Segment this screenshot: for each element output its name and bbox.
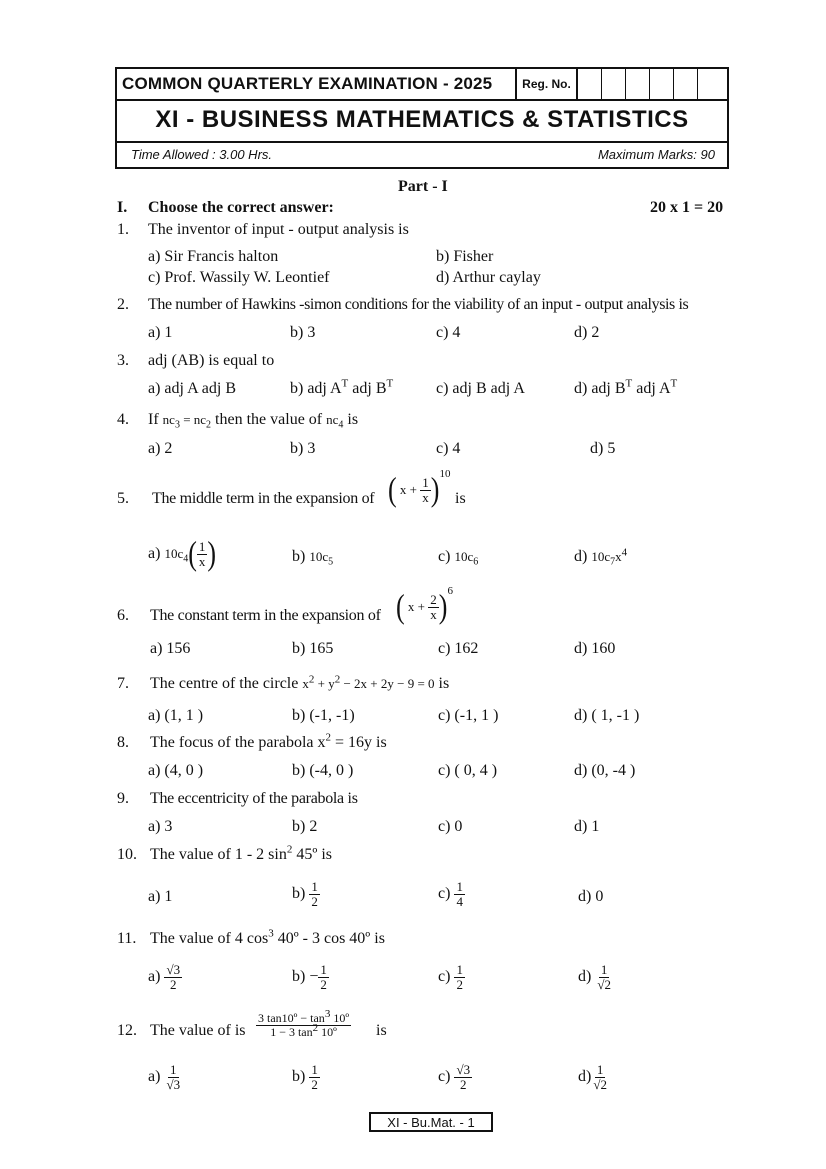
reg-no-label: Reg. No. (515, 69, 578, 99)
option-c: c) 162 (438, 640, 479, 657)
option-b-text: b) adj A (290, 380, 342, 397)
time-allowed: Time Allowed : 3.00 Hrs. (131, 147, 273, 162)
option-d: d) 5 (590, 440, 616, 457)
question-text-suffix: = 16y is (330, 734, 387, 751)
option-c: c) adj B adj A (436, 380, 525, 397)
option-label: c) (438, 967, 451, 985)
section-title: Choose the correct answer: (148, 199, 334, 216)
question-number: 2. (117, 296, 129, 313)
option-a: a) $\frac{√3}{2}$ (148, 962, 181, 992)
option-b: b) $10c_5$ (292, 548, 334, 568)
reg-box (578, 69, 602, 99)
option-d: d) $10c_7x^4$ (574, 546, 628, 568)
option-d: d) 160 (574, 640, 616, 657)
option-label: d) (578, 1067, 592, 1085)
option-b: b) 3 (290, 440, 316, 457)
expansion-expression: ( x + $\frac{1}{x}$ )$^{10}$ (388, 468, 451, 509)
question-text-suffix: 40º - 3 cos 40º is (273, 930, 385, 947)
question-number: 9. (117, 790, 129, 807)
option-a: a) (4, 0 ) (148, 762, 204, 779)
option-label: c) (438, 884, 451, 902)
option-c: c) 4 (436, 324, 461, 341)
question-number: 1. (117, 221, 129, 238)
question-text: adj (AB) is equal to (148, 352, 275, 369)
question-text: The centre of the circle $x^2 + y^2 - 2x + 2y - 9 = 0$ is (150, 673, 450, 692)
option-label: b) − (292, 967, 319, 985)
section-number: I. (117, 199, 128, 216)
reg-box (602, 69, 626, 99)
option-d: d) $\frac{1}{√2}$ (578, 1062, 607, 1092)
option-c: c) (-1, 1 ) (438, 707, 499, 724)
option-b: b) (-1, -1) (292, 707, 355, 724)
option-a: a) Sir Francis halton (148, 248, 279, 265)
section-marks: 20 x 1 = 20 (650, 199, 724, 216)
option-c: c) $\frac{√3}{2}$ (438, 1062, 471, 1092)
option-d: d) $\frac{1}{√2}$ (578, 962, 611, 992)
exam-title: COMMON QUARTERLY EXAMINATION - 2025 (122, 74, 493, 93)
question-number: 8. (117, 734, 129, 751)
option-label: a) (148, 967, 161, 985)
q4-text-pre: If (148, 411, 163, 428)
option-c: c) $\frac{1}{2}$ (438, 962, 463, 992)
option-label: c) (438, 1067, 451, 1085)
q4-text-post: is (343, 411, 359, 428)
option-a: a) 156 (150, 640, 191, 657)
option-b: b) − $\frac{1}{2}$ (292, 962, 327, 992)
option-d: d) adj $B^T$ adj $A^T$ (574, 377, 678, 397)
reg-box (626, 69, 650, 99)
question-text: The constant term in the expansion of (150, 607, 381, 624)
question-text-suffix: 45º is (292, 846, 332, 863)
question-text: The value of 1 - 2 $\sin^2$ 45º is (150, 843, 332, 863)
header-row-info (117, 143, 727, 167)
part-heading: Part - I (398, 178, 448, 195)
option-label: a) (148, 544, 161, 562)
header-row-title (117, 69, 727, 101)
option-b: b) $\frac{1}{2}$ (292, 1062, 318, 1092)
option-label: b) (292, 884, 306, 902)
option-c: c) Prof. Wassily W. Leontief (148, 269, 330, 286)
reg-no-boxes (578, 69, 722, 99)
question-number: 11. (117, 930, 137, 947)
question-text: If $nc_3 = nc_2$ then the value of $nc_4$ is (148, 411, 359, 431)
question-number: 3. (117, 352, 129, 369)
option-d: d) ( 1, -1 ) (574, 707, 640, 724)
option-d: d) 1 (574, 818, 600, 835)
question-text-main: The value of 1 - 2 sin (150, 846, 287, 863)
reg-box (650, 69, 674, 99)
option-b: b) $\frac{1}{2}$ (292, 879, 318, 909)
option-label: b) (292, 1067, 306, 1085)
expansion-expression: ( x + $\frac{2}{x}$ )$^6$ (396, 585, 453, 626)
question-text: The inventor of input - output analysis is (148, 221, 409, 238)
exam-header (115, 67, 729, 169)
question-text-main: The centre of the circle (150, 675, 299, 692)
question-number: 7. (117, 675, 129, 692)
question-text: The value of 4 $\cos^3$ 40º - 3 cos 40º is (150, 927, 385, 947)
question-text: The middle term in the expansion of (152, 490, 375, 507)
question-text: The number of Hawkins -simon conditions for the viability of an input - output analysis is (148, 296, 689, 313)
option-b: b) adj $A^T$ adj $B^T$ (290, 377, 394, 397)
option-b: b) 2 (292, 818, 318, 835)
option-d: d) (0, -4 ) (574, 762, 636, 779)
option-a: a) (1, 1 ) (148, 707, 204, 724)
option-c: c) $10c_6$ (438, 548, 479, 568)
option-b: b) 165 (292, 640, 334, 657)
question-text: The focus of the parabola $x^2 = 16y$ is (150, 731, 387, 751)
trig-expression: $\frac{3 \tan 10º - \tan^3 10º}{1 - 3 \tan^2 10º}$ (258, 1008, 350, 1039)
option-label: a) (148, 1067, 161, 1085)
question-number: 12. (117, 1022, 137, 1039)
question-text-suffix: is (455, 490, 466, 507)
option-a: a) 3 (148, 818, 173, 835)
option-c: c) 0 (438, 818, 463, 835)
question-number: 4. (117, 411, 129, 428)
option-b: b) 3 (290, 324, 316, 341)
header-row-subject (117, 101, 727, 143)
question-text-main: The value of 4 cos (150, 930, 269, 947)
question-text-suffix: is (434, 675, 450, 692)
question-text: The eccentricity of the parabola is (150, 790, 358, 807)
option-a: a) 2 (148, 440, 173, 457)
option-a: a) adj A adj B (148, 380, 236, 397)
option-d: d) 0 (578, 888, 604, 905)
option-c: c) ( 0, 4 ) (438, 762, 498, 779)
question-text: The value of is (150, 1022, 246, 1039)
question-number: 6. (117, 607, 129, 624)
option-label: d) (574, 548, 588, 565)
question-number: 10. (117, 846, 137, 863)
option-a: a) $\frac{1}{√3}$ (148, 1062, 181, 1092)
reg-box (698, 69, 722, 99)
option-a: a) 1 (148, 324, 173, 341)
subject-title: XI - BUSINESS MATHEMATICS & STATISTICS (155, 106, 689, 133)
option-b: b) Fisher (436, 248, 494, 265)
maximum-marks: Maximum Marks: 90 (597, 147, 715, 162)
option-b: b) (-4, 0 ) (292, 762, 354, 779)
question-text-suffix: is (376, 1022, 387, 1039)
q4-text-mid: then the value of (211, 411, 327, 428)
question-text-main: The focus of the parabola x (150, 734, 326, 751)
question-number: 5. (117, 490, 129, 507)
option-c: c) 4 (436, 440, 461, 457)
reg-box (674, 69, 698, 99)
option-a: a) 1 (148, 888, 173, 905)
option-c: c) $\frac{1}{4}$ (438, 879, 463, 909)
page-footer: XI - Bu.Mat. - 1 (369, 1112, 493, 1132)
option-a: a) $10c_4$( $\frac{1}{x}$ ) (148, 534, 217, 573)
option-d: d) Arthur caylay (436, 269, 541, 286)
option-label: c) (438, 548, 451, 565)
option-d: d) 2 (574, 324, 600, 341)
option-label: b) (292, 548, 306, 565)
option-label: d) (578, 967, 592, 985)
option-d-text: d) adj B (574, 380, 626, 397)
